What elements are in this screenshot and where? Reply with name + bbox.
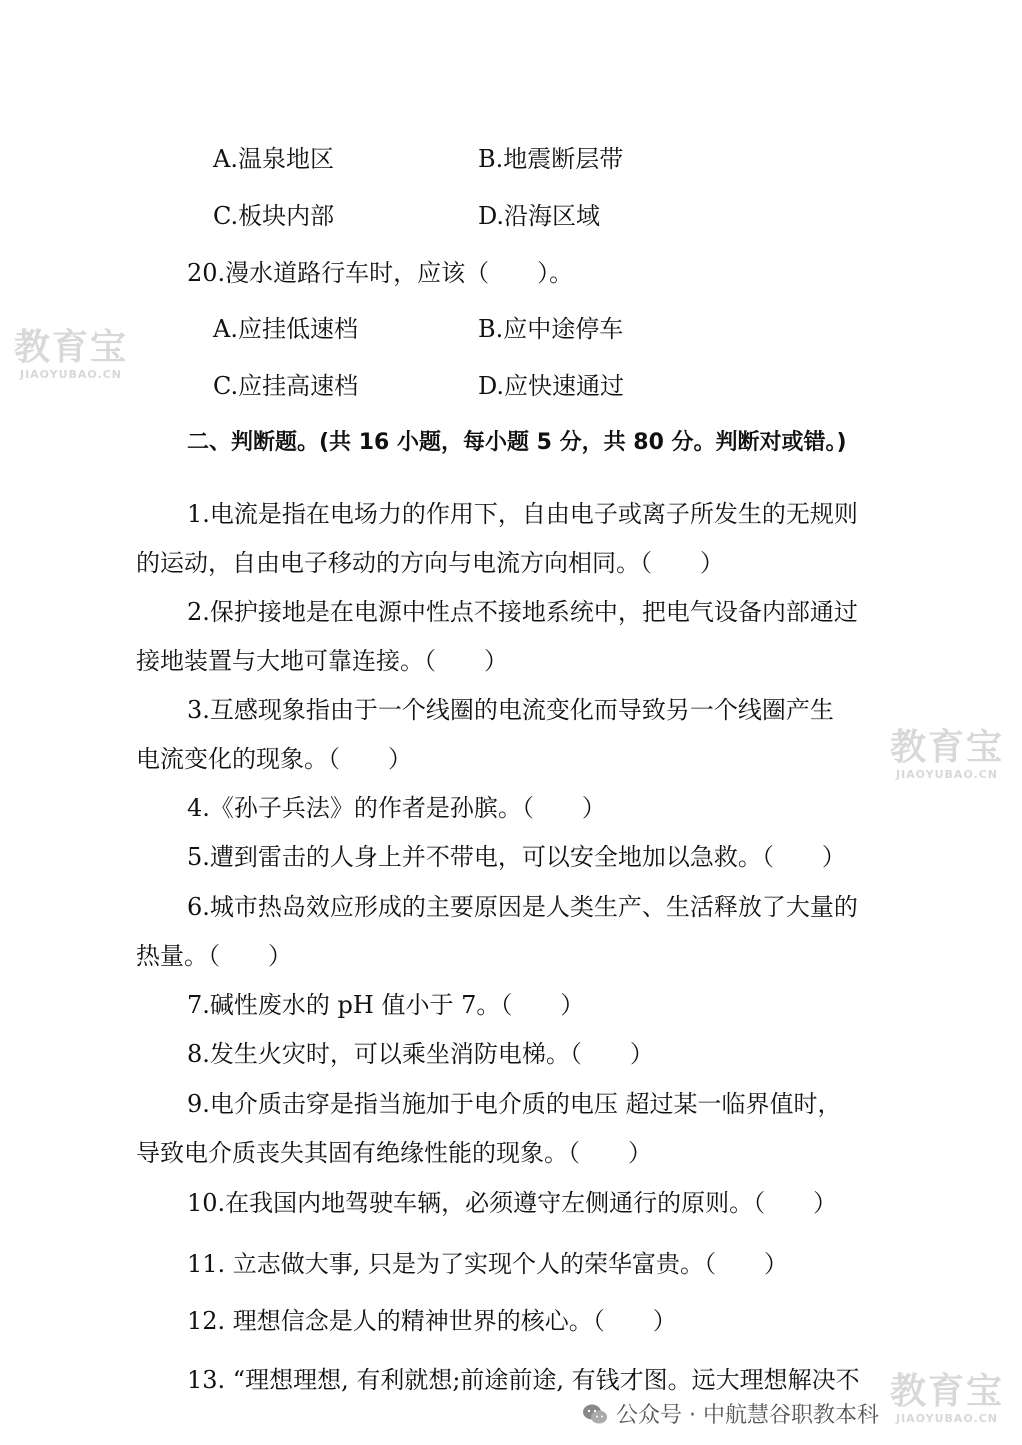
judgment-2-line1: 2.保护接地是在电源中性点不接地系统中，把电气设备内部通过 [187,598,858,626]
judgment-3-line1: 3.互感现象指由于一个线圈的电流变化而导致另一个线圈产生 [187,696,834,724]
judgment-8: 8.发生火灾时，可以乘坐消防电梯。（ ） [187,1040,654,1068]
q19-option-a: A.温泉地区 [213,145,334,173]
watermark-url: JIAOYUBAO.CN [19,368,123,381]
watermark-right [890,728,1004,782]
q20-option-c: C.应挂高速档 [213,372,359,400]
q20-option-d: D.应快速通过 [478,372,625,400]
judgment-9-line2: 导致电介质丧失其固有绝缘性能的现象。（ ） [136,1139,652,1167]
watermark-title: 教育宝 [14,327,129,368]
judgment-12: 12. 理想信念是人的精神世界的核心。（ ） [187,1307,677,1335]
judgment-5: 5.遭到雷击的人身上并不带电，可以安全地加以急救。（ ） [187,843,846,871]
judgment-7: 7.碱性废水的 pH 值小于 7。（ ） [187,991,585,1019]
watermark-bottom [890,1372,1004,1426]
q20-option-b: B.应中途停车 [478,315,624,343]
watermark-url: JIAOYUBAO.CN [895,768,999,781]
watermark-title: 教育宝 [890,1371,1005,1412]
section-heading: 二、判断题。(共 16 小题，每小题 5 分，共 80 分。判断对或错。) [187,430,847,455]
q19-option-d: D.沿海区域 [478,202,601,230]
judgment-1-line2: 的运动，自由电子移动的方向与电流方向相同。（ ） [136,549,724,577]
wechat-footer [582,1398,879,1429]
judgment-3-line2: 电流变化的现象。（ ） [136,745,412,773]
watermark-left [14,328,128,382]
judgment-11: 11. 立志做大事, 只是为了实现个人的荣华富贵。（ ） [187,1250,789,1278]
q19-option-c: C.板块内部 [213,202,335,230]
judgment-2-line2: 接地装置与大地可靠连接。（ ） [136,647,508,675]
q19-option-b: B.地震断层带 [478,145,624,173]
judgment-6-line1: 6.城市热岛效应形成的主要原因是人类生产、生活释放了大量的 [187,893,858,921]
judgment-4: 4.《孙子兵法》的作者是孙膑。（ ） [187,794,606,822]
watermark-url: JIAOYUBAO.CN [895,1412,999,1425]
judgment-1-line1: 1.电流是指在电场力的作用下，自由电子或离子所发生的无规则 [187,500,858,528]
judgment-13-line1: 13. “理想理想, 有利就想;前途前途, 有钱才图。远大理想解决不 [187,1366,860,1394]
judgment-10: 10.在我国内地驾驶车辆，必须遵守左侧通行的原则。（ ） [187,1189,838,1217]
judgment-9-line1: 9.电介质击穿是指当施加于电介质的电压 超过某一临界值时， [187,1090,842,1118]
footer-text: 公众号 · 中航慧谷职教本科 [616,1403,879,1428]
wechat-icon [582,1403,608,1425]
judgment-6-line2: 热量。（ ） [136,942,292,970]
q20-stem: 20.漫水道路行车时，应该（ ）。 [187,259,574,287]
q20-option-a: A.应挂低速档 [213,315,358,343]
watermark-title: 教育宝 [890,727,1005,768]
